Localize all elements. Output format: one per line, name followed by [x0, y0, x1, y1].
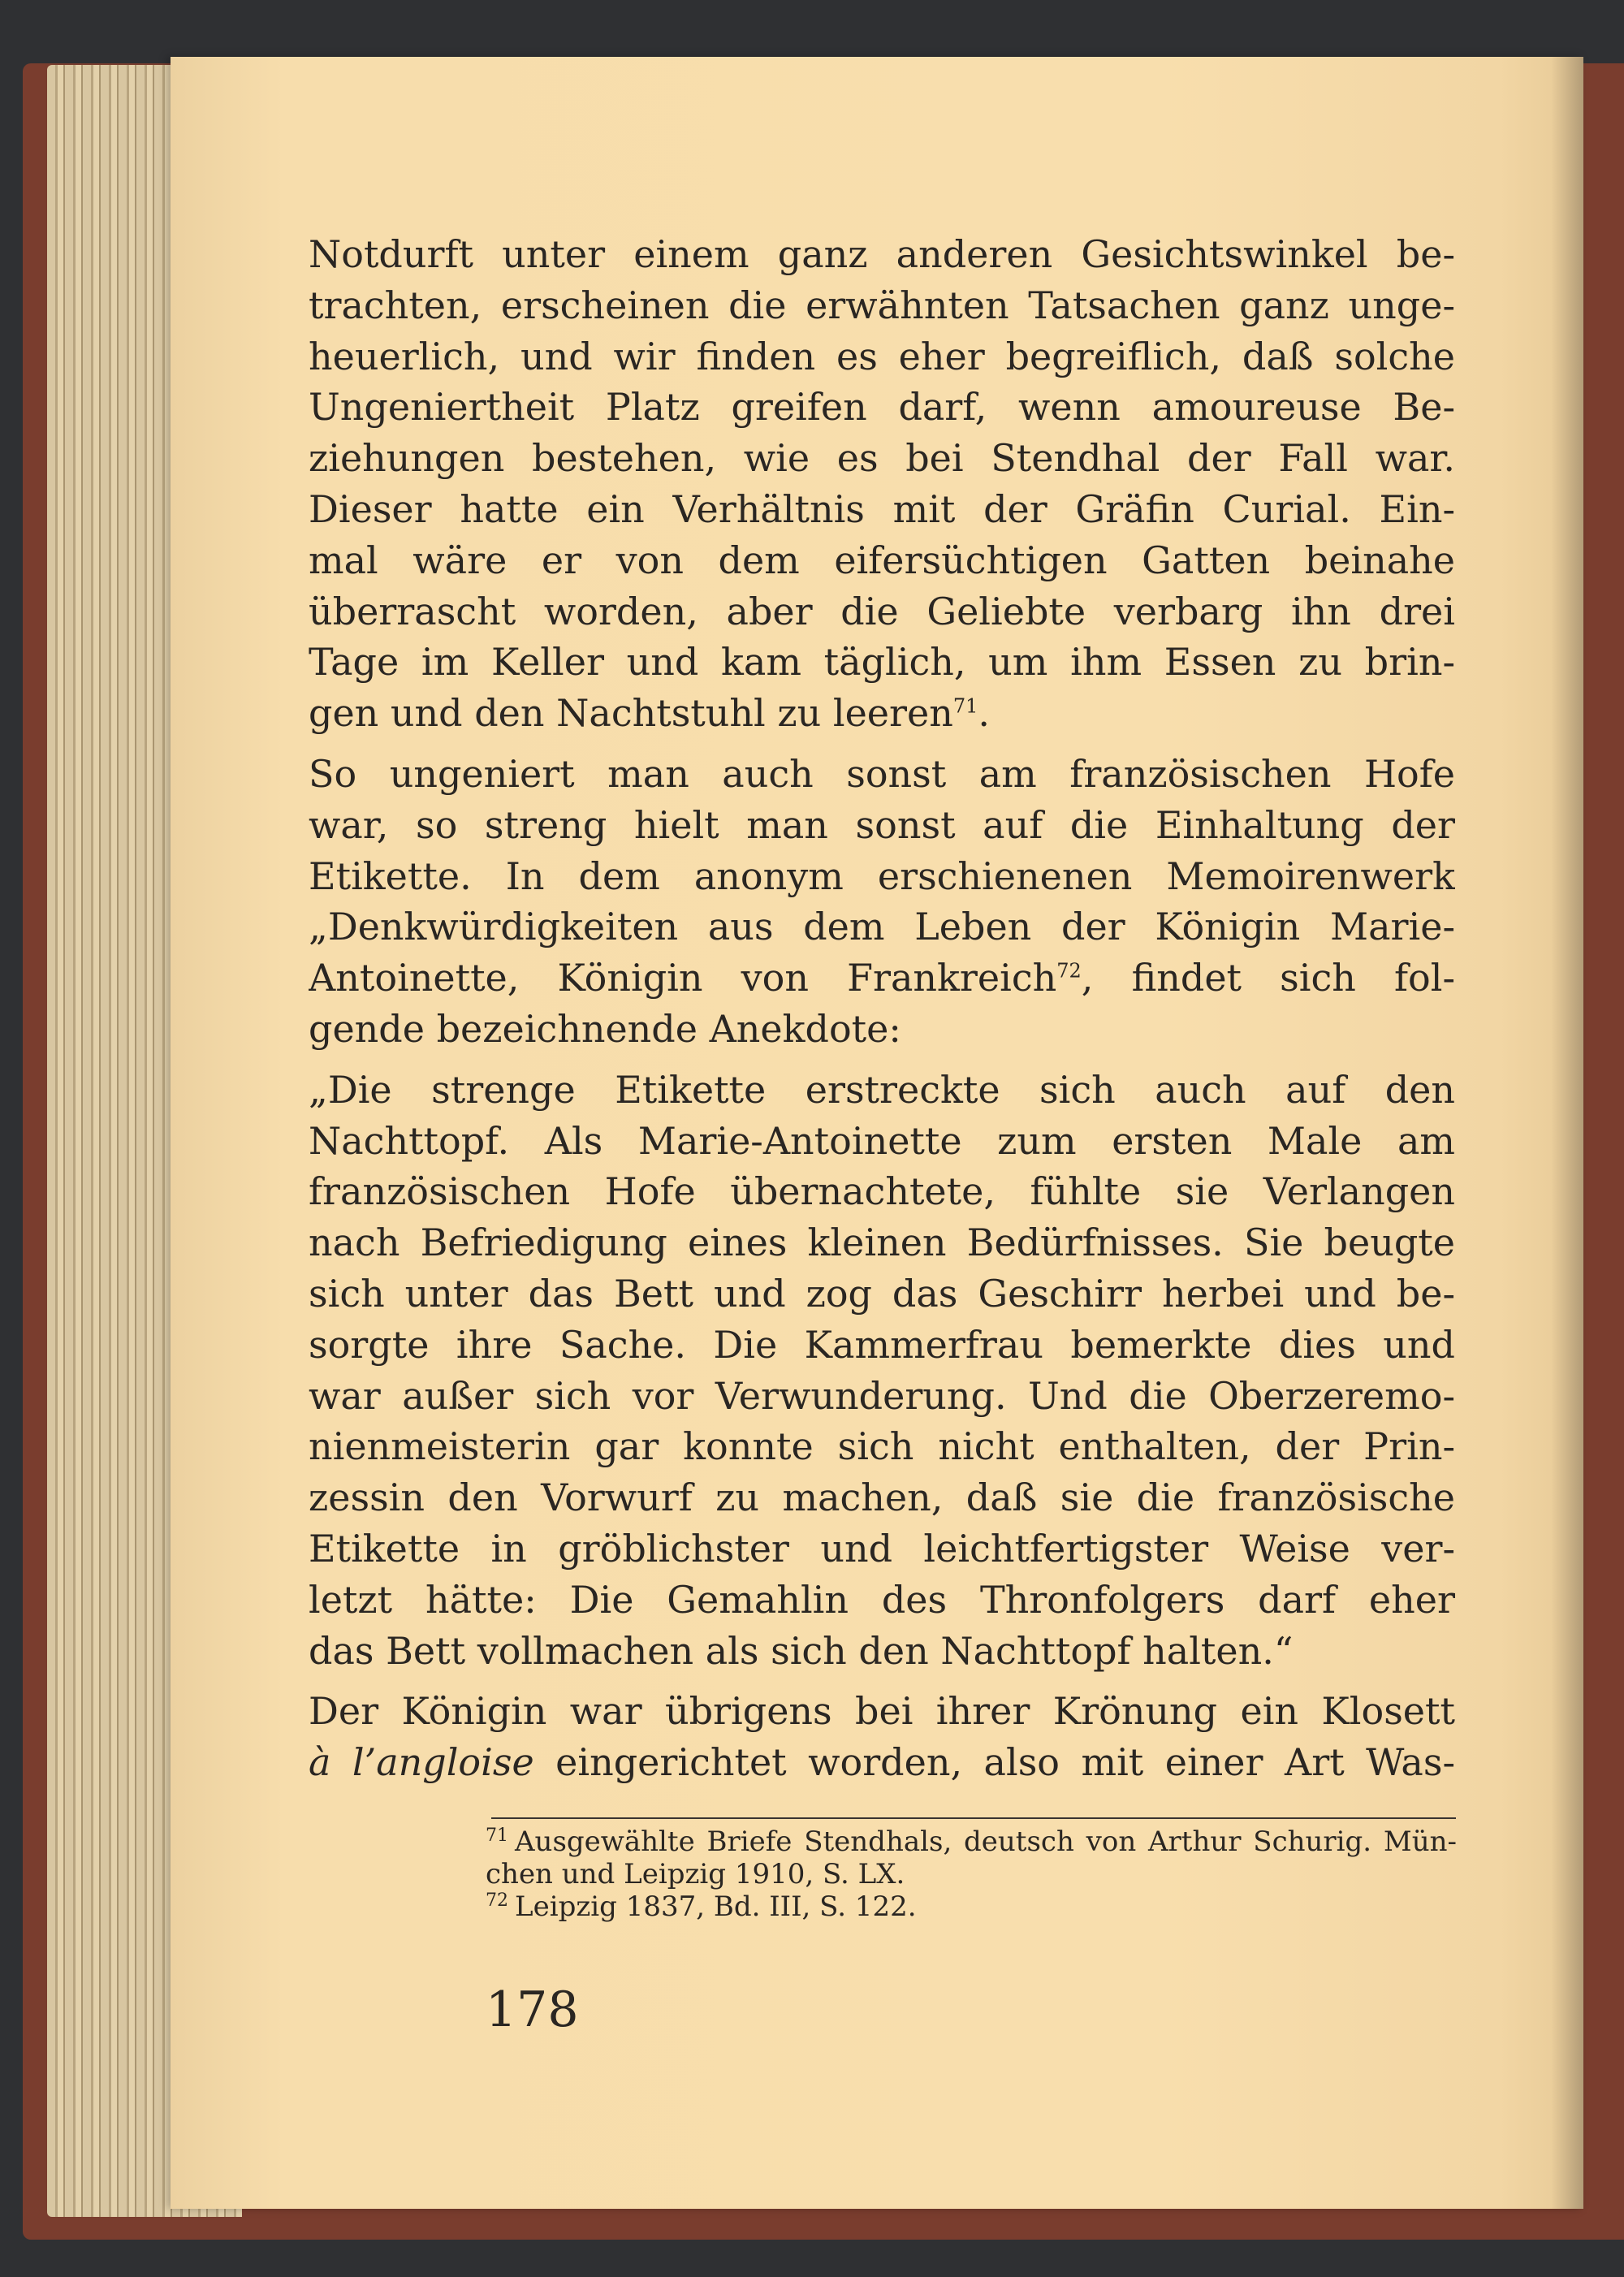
text-segment: .	[978, 691, 991, 736]
text-line: das Bett vollmachen als sich den Nachttopf halten.“	[309, 1628, 1294, 1673]
footnote-71	[486, 1825, 1457, 1858]
text-line: Etikette in gröblichster und leichtfertigster Weise ver-	[309, 1526, 1455, 1571]
footnote-ref[interactable]: 72	[1056, 959, 1082, 983]
text-line: sorgte ihre Sache. Die Kammerfrau bemerkte dies und	[309, 1322, 1455, 1367]
page-number: 178	[486, 1981, 579, 2038]
text-line: ziehungen bestehen, wie es bei Stendhal der Fall war.	[309, 436, 1455, 481]
text-segment: gen und den Nachtstuhl zu leeren	[309, 691, 953, 736]
footnotes	[486, 1825, 1457, 1923]
text-line: heuerlich, und wir finden es eher begreiflich, daß solche	[309, 334, 1455, 378]
page-gutter	[1551, 57, 1583, 2209]
footnote-divider	[491, 1817, 1456, 1819]
body-text	[309, 229, 1455, 1788]
text-segment: Antoinette, Königin von Frankreich	[309, 956, 1057, 1000]
footnote-number: 72	[486, 1890, 508, 1911]
text-line: Tage im Keller und kam täglich, um ihm Essen zu brin-	[309, 640, 1455, 685]
text-line: trachten, erscheinen die erwähnten Tatsachen ganz unge-	[309, 283, 1455, 327]
text-line: nienmeisterin gar konnte sich nicht enthalten, der Prin-	[309, 1424, 1455, 1469]
text-line: mal wäre er von dem eifersüchtigen Gatten beinahe	[309, 538, 1455, 582]
text-line: überrascht worden, aber die Geliebte verbarg ihn drei	[309, 589, 1455, 633]
footnote-number: 71	[486, 1825, 508, 1846]
footnote-71-continuation: chen und Leipzig 1910, S. LX.	[486, 1858, 905, 1890]
footnote-ref[interactable]: 71	[952, 694, 978, 718]
text-line: nach Befriedigung eines kleinen Bedürfnisses. Sie beugte	[309, 1221, 1455, 1265]
text-line: war, so streng hielt man sonst auf die Einhaltung der	[309, 802, 1455, 847]
text-line: „Die strenge Etikette erstreckte sich auch auf den	[309, 1067, 1455, 1112]
footnote-72	[486, 1890, 1457, 1923]
text-line: zessin den Vorwurf zu machen, daß sie die französische	[309, 1476, 1455, 1520]
text-line	[309, 953, 1455, 1004]
footnote-text: Leipzig 1837, Bd. III, S. 122.	[515, 1890, 917, 1923]
text-line: Nachttopf. Als Marie-Antoinette zum ersten Male am	[309, 1118, 1455, 1163]
text-line: Etikette. In dem anonym erschienenen Memoirenwerk	[309, 853, 1455, 898]
footnote-text: Ausgewählte Briefe Stendhals, deutsch von Arthur Schurig. Mün-	[515, 1825, 1457, 1858]
text-line: letzt hätte: Die Gemahlin des Thronfolgers darf eher	[309, 1577, 1455, 1622]
text-line	[309, 1737, 1455, 1788]
text-line: Ungeniertheit Platz greifen darf, wenn amoureuse Be-	[309, 385, 1455, 430]
text-line: war außer sich vor Verwunderung. Und die Oberzeremo-	[309, 1373, 1455, 1418]
italic-phrase: à l’angloise	[309, 1740, 534, 1785]
text-line: Notdurft unter einem ganz anderen Gesichtswinkel be-	[309, 232, 1455, 276]
text-line	[309, 688, 1455, 739]
text-line: So ungeniert man auch sonst am französischen Hofe	[309, 751, 1455, 796]
text-line: „Denkwürdigkeiten aus dem Leben der Königin Marie-	[309, 905, 1455, 949]
text-line: sich unter das Bett und zog das Geschirr herbei und be-	[309, 1271, 1455, 1316]
text-segment: eingerichtet worden, also mit einer Art Was-	[555, 1740, 1455, 1785]
text-line: gende bezeichnende Anekdote:	[309, 1006, 901, 1051]
text-line: Dieser hatte ein Verhältnis mit der Gräfin Curial. Ein-	[309, 486, 1455, 531]
text-line: französischen Hofe übernachtete, fühlte sie Verlangen	[309, 1169, 1455, 1214]
text-line: Der Königin war übrigens bei ihrer Krönung ein Klosett	[309, 1689, 1455, 1734]
text-segment: , findet sich fol-	[1081, 956, 1455, 1000]
